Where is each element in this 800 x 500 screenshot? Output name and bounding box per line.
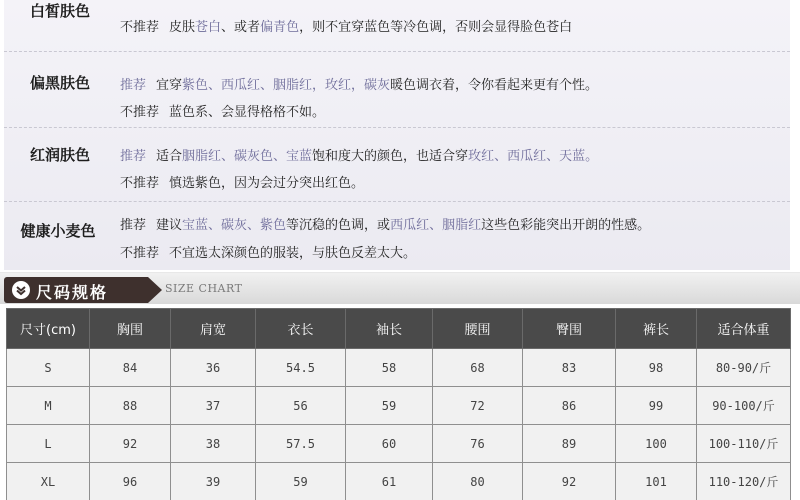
table-cell: 92 <box>523 463 616 500</box>
table-cell: 56 <box>256 387 346 425</box>
column-header: 腰围 <box>433 309 523 349</box>
advice-row-fair-skin <box>4 0 790 52</box>
column-header: 裤长 <box>616 309 697 349</box>
size-chart-tab <box>4 277 148 303</box>
column-header: 适合体重 <box>697 309 791 349</box>
table-row <box>7 387 791 425</box>
advice-text: 等沉稳的色调，或 <box>286 218 391 233</box>
advice-text: 西瓜红、胭脂红 <box>390 218 482 233</box>
advice-not-recommend-line <box>120 242 416 261</box>
advice-label: 健康小麦色 <box>20 222 96 240</box>
advice-text: 宝蓝、碳灰、紫色 <box>182 218 287 233</box>
column-header: 尺寸(cm) <box>7 309 90 349</box>
advice-row-wheat-skin <box>4 202 790 270</box>
size-chart-subtitle: SIZE CHART <box>165 282 243 295</box>
table-cell: 89 <box>523 425 616 463</box>
table-cell: 38 <box>171 425 256 463</box>
advice-text: 偏青色 <box>260 20 300 35</box>
table-cell: 100-110/斤 <box>697 425 791 463</box>
table-cell: 101 <box>616 463 697 500</box>
table-cell: 92 <box>90 425 171 463</box>
table-cell: 80 <box>433 463 523 500</box>
table-cell: 83 <box>523 349 616 387</box>
advice-recommend-line <box>120 145 598 164</box>
table-cell: 88 <box>90 387 171 425</box>
advice-text: ，则不宜穿蓝色等冷色调，否则会显得脸色苍白 <box>299 20 573 35</box>
advice-tag: 不推荐 <box>120 176 160 191</box>
table-row <box>7 463 791 500</box>
table-cell: 96 <box>90 463 171 500</box>
table-cell: 54.5 <box>256 349 346 387</box>
table-cell: 39 <box>171 463 256 500</box>
advice-text: 玫红、西瓜红、天蓝。 <box>468 149 599 164</box>
table-cell: 100 <box>616 425 697 463</box>
advice-recommend-line <box>120 74 598 93</box>
advice-label: 白皙肤色 <box>29 2 90 20</box>
advice-label: 红润肤色 <box>29 146 90 164</box>
advice-label: 偏黑肤色 <box>29 74 90 92</box>
advice-text: 适合 <box>156 149 183 164</box>
advice-tag: 推荐 <box>120 78 147 93</box>
advice-text: 宜穿 <box>156 78 183 93</box>
table-row <box>7 349 791 387</box>
column-header: 胸围 <box>90 309 171 349</box>
advice-not-recommend-line <box>120 101 325 120</box>
table-cell: S <box>7 349 90 387</box>
advice-tag: 不推荐 <box>120 246 160 261</box>
table-cell: M <box>7 387 90 425</box>
table-cell: 86 <box>523 387 616 425</box>
advice-text: 紫色、西瓜红、胭脂红，玫红，碳灰 <box>182 78 391 93</box>
advice-tag: 推荐 <box>120 218 147 233</box>
size-table <box>6 308 791 500</box>
advice-row-rosy-skin <box>4 128 790 202</box>
advice-text: 、或者 <box>221 20 261 35</box>
table-cell: 80-90/斤 <box>697 349 791 387</box>
table-cell: 58 <box>346 349 433 387</box>
advice-tag: 不推荐 <box>120 20 160 35</box>
advice-recommend-line <box>120 214 650 233</box>
column-header: 臀围 <box>523 309 616 349</box>
advice-text: 建议 <box>156 218 183 233</box>
advice-text: 皮肤 <box>169 20 196 35</box>
size-chart-title: 尺码规格 <box>36 283 109 302</box>
table-cell: 68 <box>433 349 523 387</box>
table-cell: 36 <box>171 349 256 387</box>
table-cell: 90-100/斤 <box>697 387 791 425</box>
table-header-row <box>7 309 791 349</box>
table-cell: 57.5 <box>256 425 346 463</box>
table-cell: 72 <box>433 387 523 425</box>
table-cell: 37 <box>171 387 256 425</box>
advice-not-recommend-line <box>120 16 572 35</box>
table-cell: 84 <box>90 349 171 387</box>
table-row <box>7 425 791 463</box>
size-chart-header <box>0 272 800 304</box>
advice-text: 暖色调衣着，令你看起来更有个性。 <box>390 78 599 93</box>
table-cell: 76 <box>433 425 523 463</box>
advice-text: 不宜选太深颜色的服装，与肤色反差太大。 <box>169 246 417 261</box>
table-cell: 110-120/斤 <box>697 463 791 500</box>
advice-text: 慎选紫色，因为会过分突出红色。 <box>169 176 365 191</box>
advice-text: 这些色彩能突出开朗的性感。 <box>481 218 651 233</box>
advice-tag: 不推荐 <box>120 105 160 120</box>
advice-text: 胭脂红、碳灰色、宝蓝 <box>182 149 313 164</box>
advice-row-dark-skin <box>4 52 790 128</box>
table-cell: 59 <box>346 387 433 425</box>
advice-not-recommend-line <box>120 172 364 191</box>
advice-text: 饱和度大的颜色，也适合穿 <box>312 149 469 164</box>
table-cell: 60 <box>346 425 433 463</box>
table-cell: 59 <box>256 463 346 500</box>
table-cell: 99 <box>616 387 697 425</box>
column-header: 肩宽 <box>171 309 256 349</box>
advice-text: 蓝色系、会显得格格不如。 <box>169 105 326 120</box>
chevron-down-circle-icon <box>12 281 30 299</box>
advice-tag: 推荐 <box>120 149 147 164</box>
table-cell: XL <box>7 463 90 500</box>
table-cell: L <box>7 425 90 463</box>
skin-tone-advice-panel <box>4 0 790 270</box>
table-cell: 98 <box>616 349 697 387</box>
column-header: 衣长 <box>256 309 346 349</box>
table-body <box>7 349 791 500</box>
column-header: 袖长 <box>346 309 433 349</box>
advice-text: 苍白 <box>195 20 222 35</box>
table-cell: 61 <box>346 463 433 500</box>
